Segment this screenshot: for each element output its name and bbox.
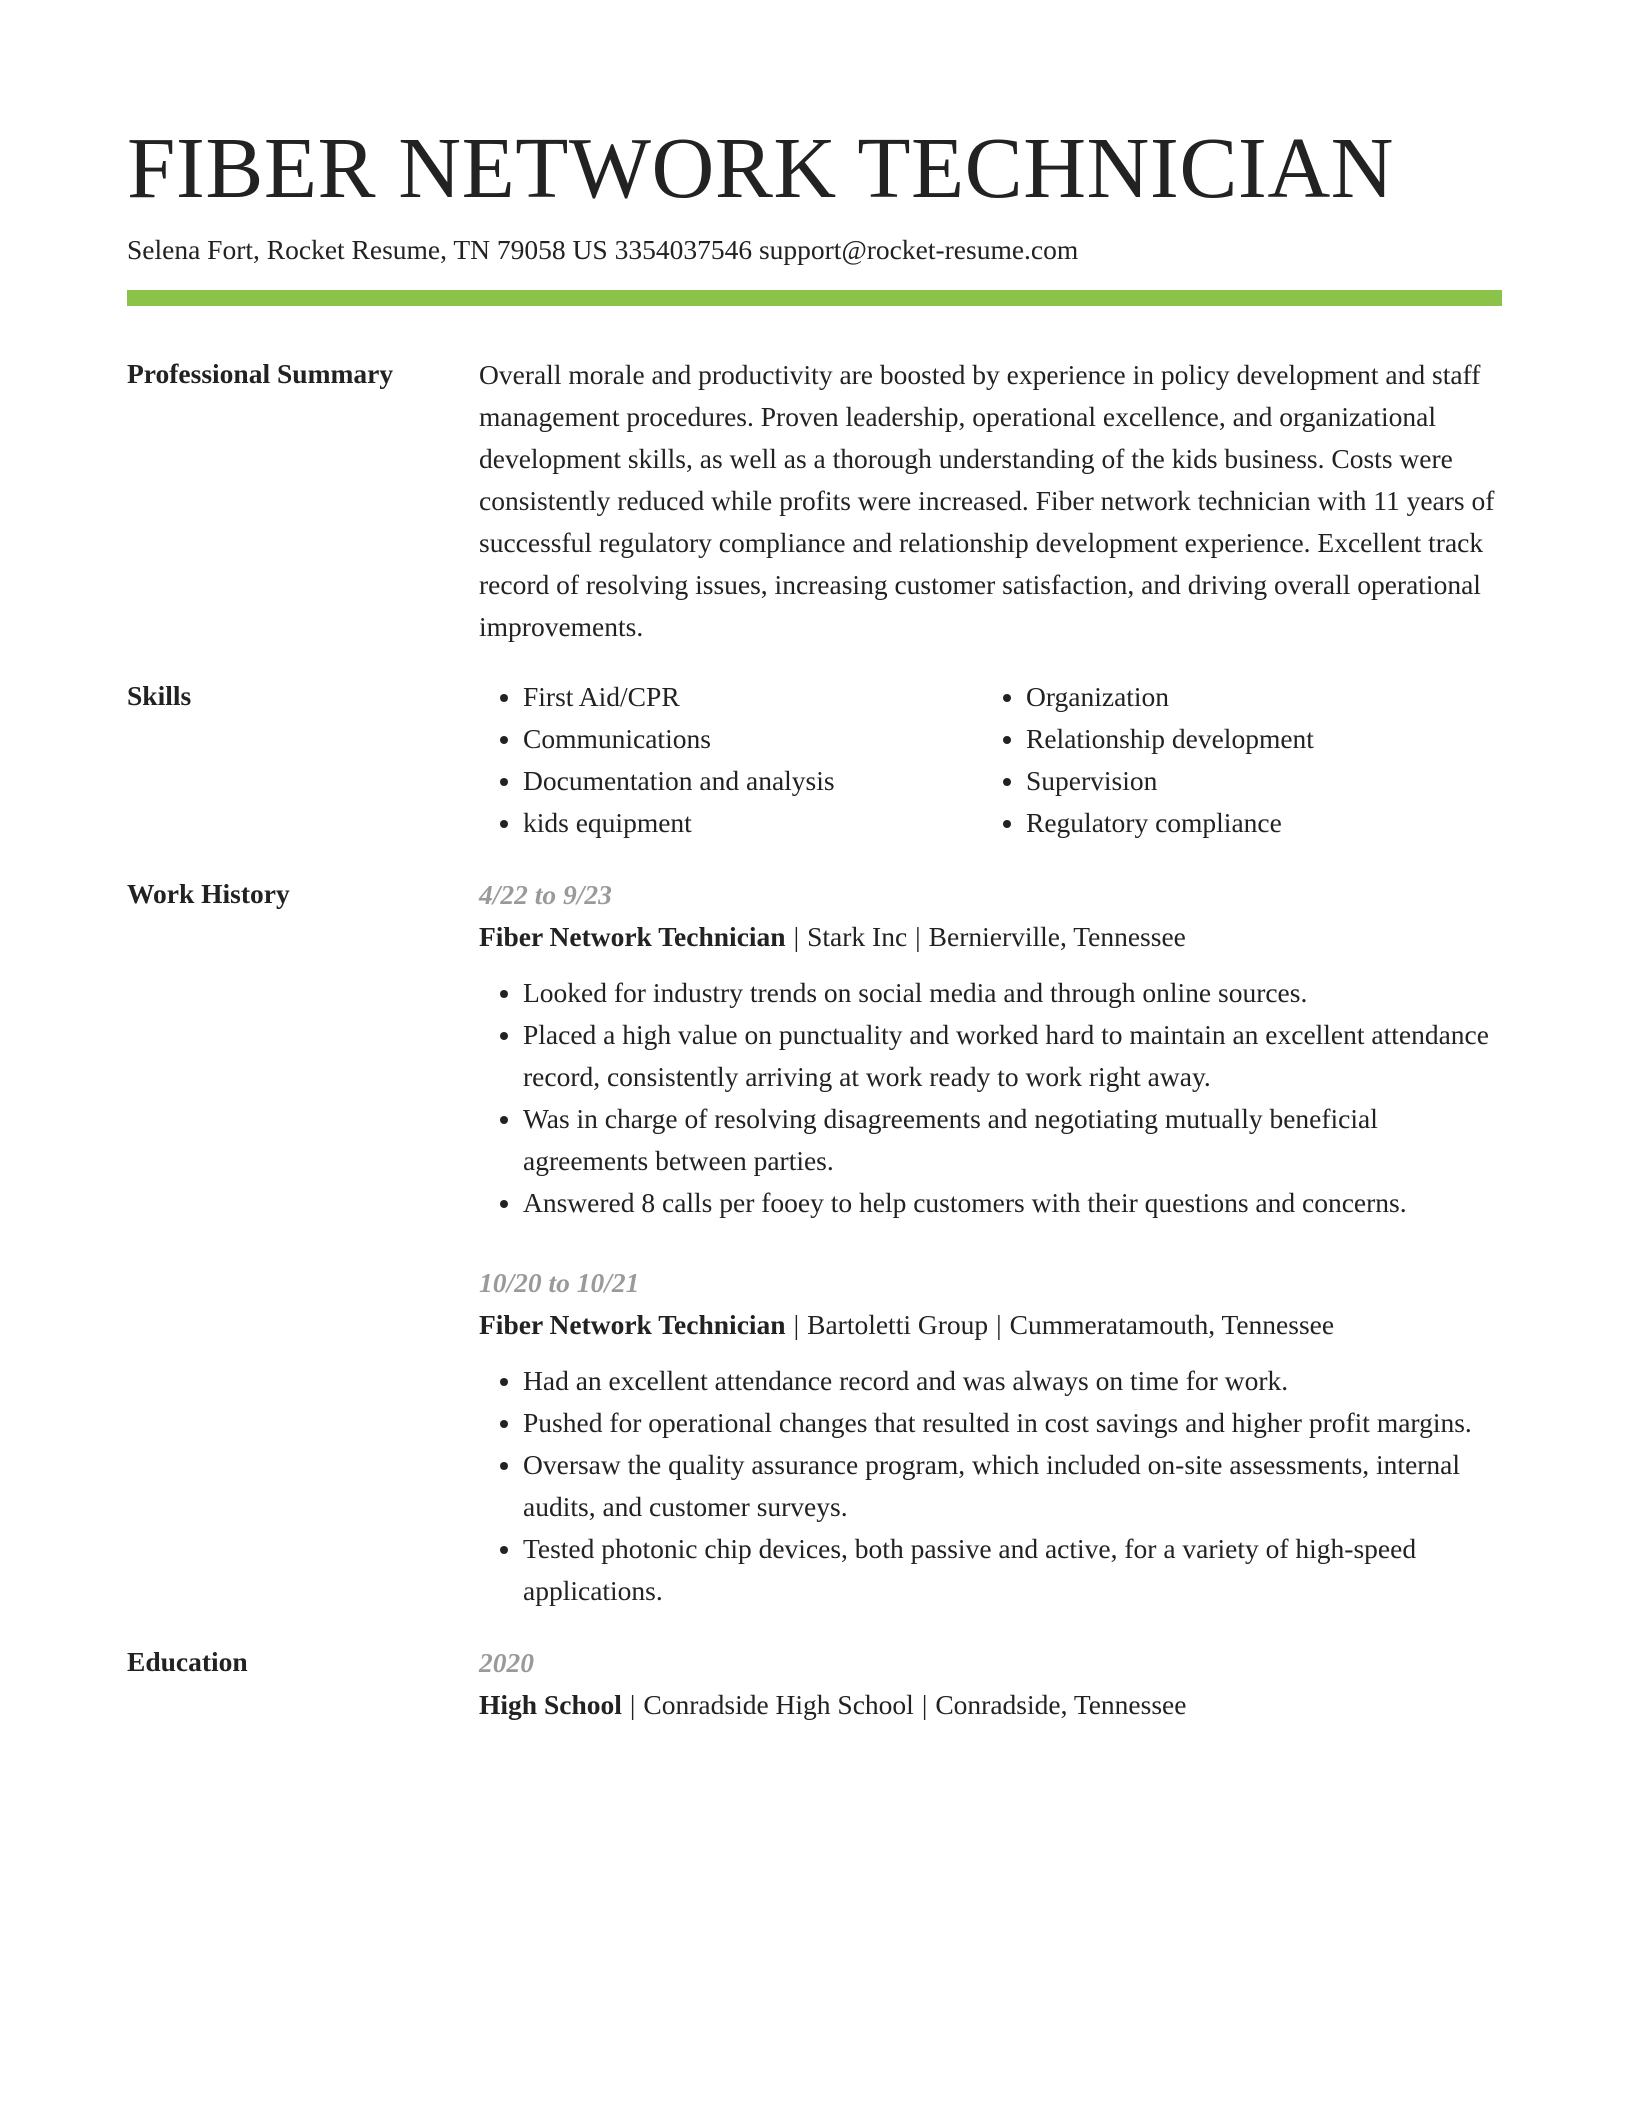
skill-item: • First Aid/CPR	[523, 676, 982, 718]
skill-item: • Supervision	[1026, 760, 1485, 802]
skills-column-1	[479, 676, 982, 844]
job-bullet: • Looked for industry trends on social media and through online sources.	[523, 972, 1502, 1014]
education-school: Conradside High School	[643, 1689, 914, 1720]
skill-item: • Regulatory compliance	[1026, 802, 1485, 844]
education-location: Conradside, Tennessee	[935, 1689, 1187, 1720]
skill-item: • Communications	[523, 718, 982, 760]
accent-divider	[127, 290, 1502, 306]
job-location: Bernierville, Tennessee	[928, 921, 1186, 952]
job-bullet: • Was in charge of resolving disagreements and negotiating mutually beneficial agreements between parties.	[523, 1098, 1502, 1182]
job-bullet: • Oversaw the quality assurance program, which included on-site assessments, internal audits, and customer surveys.	[523, 1444, 1502, 1528]
skill-item: • Organization	[1026, 676, 1485, 718]
skills-columns	[479, 676, 1502, 844]
education-dates: 2020	[479, 1647, 534, 1678]
job-heading: Fiber Network Technician | Stark Inc | Bernierville, Tennessee	[479, 921, 1186, 952]
work-history-heading: Work History	[127, 878, 290, 909]
skills-column-2	[982, 676, 1485, 844]
resume-page	[127, 118, 1502, 1726]
job-dates: 10/20 to 10/21	[479, 1267, 640, 1298]
job-role: Fiber Network Technician	[479, 1309, 786, 1340]
summary-text: Overall morale and productivity are boosted by experience in policy development and staff management procedures. Proven leadership, operational excellence, and organizational development skills, as well as a thorough understanding of the kids business. Costs were consistently reduced while profits were increased. Fiber network technician with 11 years of successful regulatory compliance and relationship development experience. Excellent track record of resolving issues, increasing customer satisfaction, and driving overall operational improvements.	[479, 359, 1495, 642]
contact-line: Selena Fort, Rocket Resume, TN 79058 US 3354037546 support@rocket-resume.com	[127, 234, 1079, 265]
job-bullets	[479, 1360, 1502, 1612]
job-dates: 4/22 to 9/23	[479, 879, 612, 910]
work-history-section	[127, 874, 1502, 1612]
job-bullets	[479, 972, 1502, 1224]
summary-heading: Professional Summary	[127, 358, 394, 389]
skills-section	[127, 676, 1502, 844]
job-location: Cummeratamouth, Tennessee	[1009, 1309, 1335, 1340]
skills-heading: Skills	[127, 680, 192, 711]
job-company: Stark Inc	[807, 921, 908, 952]
education-heading-line: High School | Conradside High School | Conradside, Tennessee	[479, 1689, 1187, 1720]
job-bullet: • Pushed for operational changes that resulted in cost savings and higher profit margins.	[523, 1402, 1502, 1444]
job-heading: Fiber Network Technician | Bartoletti Group | Cummeratamouth, Tennessee	[479, 1309, 1335, 1340]
skill-item: • Documentation and analysis	[523, 760, 982, 802]
job-entry	[479, 1262, 1502, 1612]
education-heading: Education	[127, 1646, 248, 1677]
job-role: Fiber Network Technician	[479, 921, 786, 952]
skill-item: • Relationship development	[1026, 718, 1485, 760]
job-entry	[479, 874, 1502, 1224]
summary-section	[127, 354, 1502, 648]
skill-item: • kids equipment	[523, 802, 982, 844]
resume-title: FIBER NETWORK TECHNICIAN	[127, 119, 1395, 216]
job-company: Bartoletti Group	[807, 1309, 989, 1340]
education-degree: High School	[479, 1689, 622, 1720]
job-bullet: • Placed a high value on punctuality and worked hard to maintain an excellent attendance record, consistently arriving at work ready to work right away.	[523, 1014, 1502, 1098]
job-bullet: • Had an excellent attendance record and was always on time for work.	[523, 1360, 1502, 1402]
education-section	[127, 1642, 1502, 1726]
job-bullet: • Tested photonic chip devices, both passive and active, for a variety of high-speed applications.	[523, 1528, 1502, 1612]
job-bullet: • Answered 8 calls per fooey to help customers with their questions and concerns.	[523, 1182, 1502, 1224]
